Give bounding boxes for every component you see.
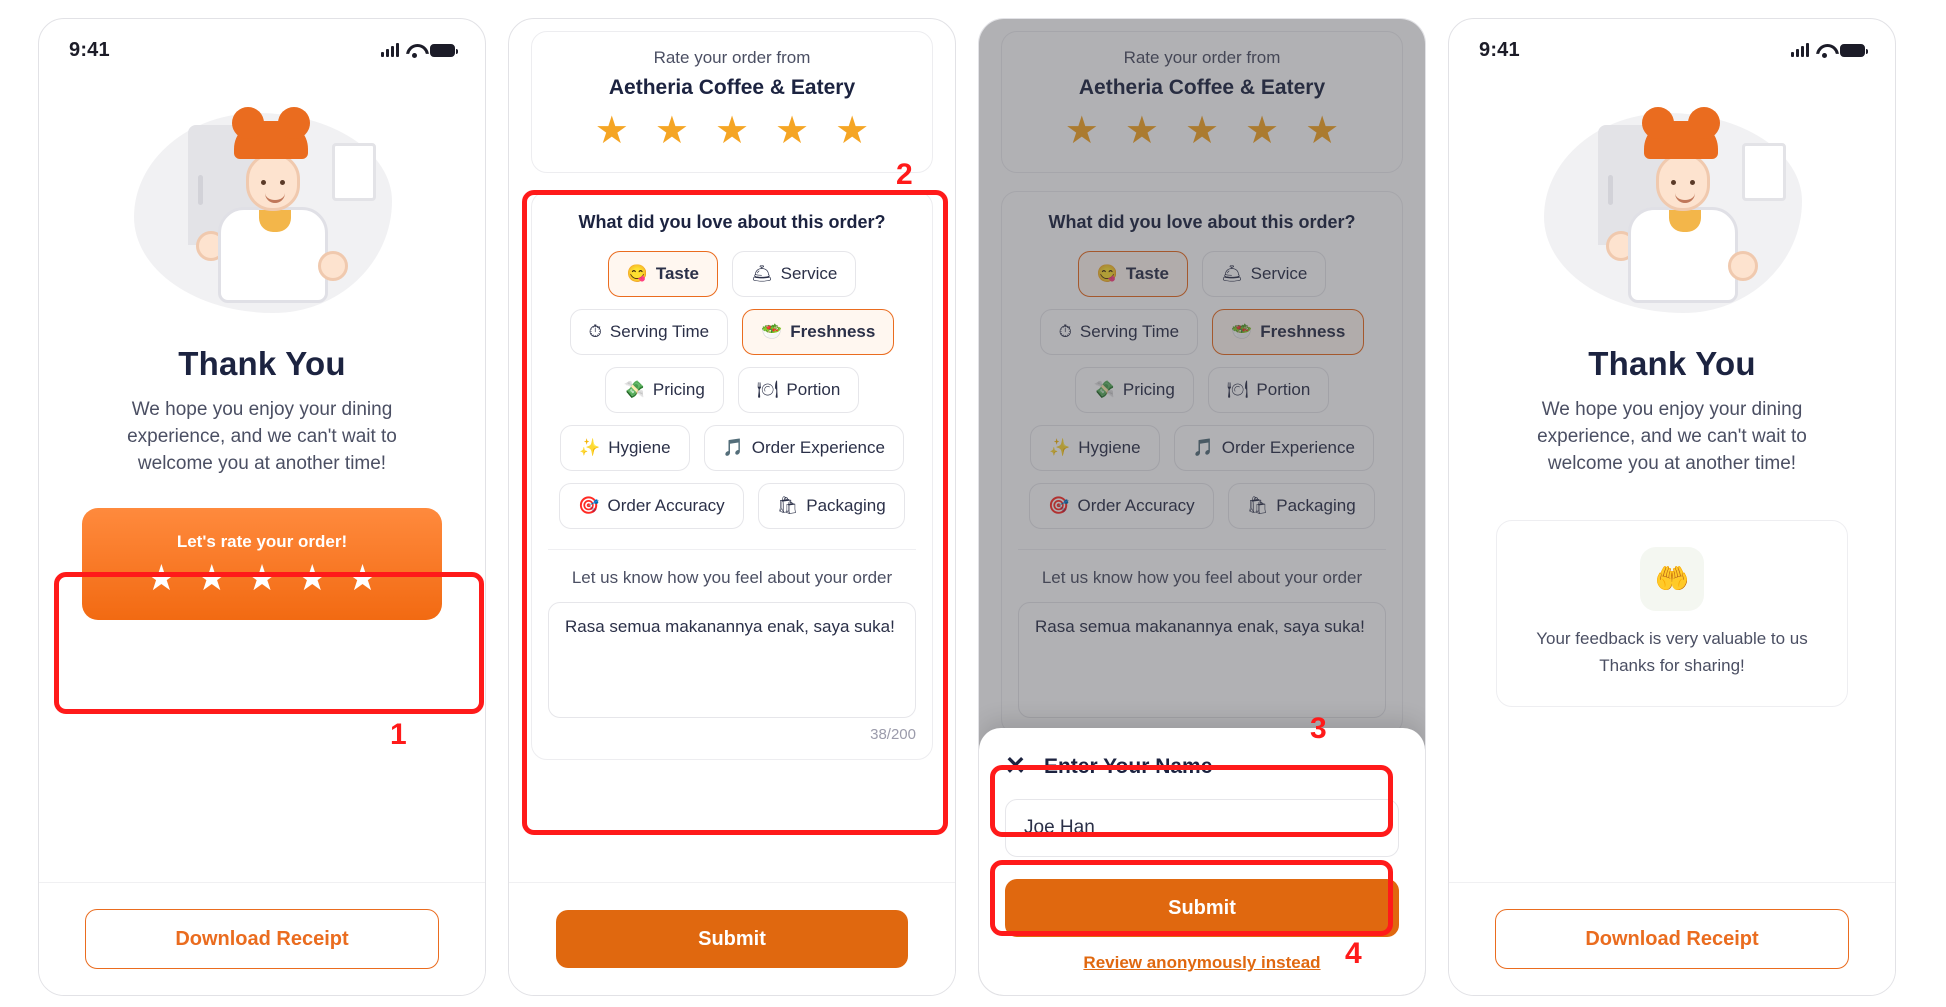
feedback-card — [531, 191, 933, 760]
download-receipt-button[interactable]: Download Receipt — [85, 909, 439, 969]
star-icon-4[interactable]: ★ — [296, 556, 329, 598]
chip-label: Pricing — [652, 380, 705, 399]
serving-time-icon: ⏱ — [1058, 322, 1072, 341]
review-anonymously-link[interactable]: Review anonymously instead — [1083, 953, 1321, 972]
chef-hat — [234, 121, 308, 159]
battery-icon — [430, 44, 455, 57]
portion-icon: 🍽 — [756, 380, 779, 399]
chef-arm-right — [318, 251, 348, 281]
sheet-header — [1005, 754, 1399, 779]
chip-label: Order Experience — [1221, 438, 1355, 457]
name-input[interactable]: Joe Han — [1005, 799, 1399, 857]
chip-label: Freshness — [1260, 322, 1346, 341]
paper-shape — [332, 143, 376, 201]
chip-service[interactable] — [732, 251, 856, 297]
chip-pricing[interactable] — [605, 367, 724, 413]
annotation-number-2: 2 — [896, 158, 913, 191]
feedback-thanks-line1: Your feedback is very valuable to us — [1536, 628, 1808, 648]
chip-label: Pricing — [1122, 380, 1175, 399]
star-icon-4: ★ — [1245, 110, 1280, 152]
submit-button[interactable]: Submit — [556, 910, 908, 968]
chip-label: Serving Time — [1079, 322, 1180, 341]
thank-you-body — [39, 81, 485, 885]
rating-scroll-area[interactable] — [509, 19, 955, 883]
sheet-title: Enter Your Name — [1043, 754, 1213, 778]
star-icon-5[interactable]: ★ — [835, 110, 870, 152]
phone-screen-rating-form — [508, 18, 956, 996]
freshness-icon: 🥗 — [1231, 322, 1253, 341]
status-bar — [39, 19, 485, 81]
rate-from-label: Rate your order from — [1123, 48, 1281, 67]
packaging-icon: 🛍 — [776, 496, 799, 515]
chip-freshness[interactable] — [742, 309, 894, 355]
chip-serving-time[interactable] — [570, 309, 728, 355]
phone-screen-enter-name — [978, 18, 1426, 996]
hand-sparkle-icon: 🤲 — [1640, 547, 1704, 611]
page-subtitle: We hope you enjoy your dining experience, and we can't wait to welcome you at another time! — [127, 399, 397, 474]
comment-prompt-label: Let us know how you feel about your order — [571, 568, 893, 587]
star-icon-1[interactable]: ★ — [594, 110, 629, 152]
shop-name: Aetheria Coffee & Eatery — [1078, 76, 1326, 99]
chip-label: Taste — [655, 264, 700, 283]
wifi-icon — [1816, 44, 1833, 57]
bottom-bar — [1449, 882, 1895, 995]
chef-head — [246, 153, 300, 211]
star-icon-3[interactable]: ★ — [245, 556, 279, 598]
chip-label: Portion — [1256, 380, 1311, 399]
rate-from-label: Rate your order from — [653, 48, 811, 67]
star-icon-2: ★ — [1124, 110, 1159, 152]
thank-you-body — [1449, 81, 1895, 885]
cellular-signal-icon — [381, 43, 399, 57]
shop-name: Aetheria Coffee & Eatery — [608, 76, 856, 99]
chip-label: Packaging — [1276, 496, 1356, 515]
portion-icon: 🍽 — [1226, 380, 1249, 399]
star-icon-2[interactable]: ★ — [654, 110, 689, 152]
chef-arm-right — [1728, 251, 1758, 281]
chip-label: Freshness — [790, 322, 876, 341]
chip-label: Order Accuracy — [607, 496, 725, 515]
chip-label: Order Experience — [751, 438, 885, 457]
order-accuracy-icon: 🎯 — [1048, 496, 1070, 515]
chef-illustration — [122, 103, 402, 323]
character-counter: 38/200 — [870, 726, 916, 743]
close-icon[interactable]: ✕ — [1005, 752, 1026, 780]
star-icon-3[interactable]: ★ — [714, 110, 750, 152]
rate-order-cta-label: Let's rate your order! — [176, 531, 348, 551]
star-icon-3: ★ — [1184, 110, 1220, 152]
chip-order-accuracy[interactable] — [559, 483, 743, 529]
cellular-signal-icon — [1791, 43, 1809, 57]
rating-stars[interactable] — [532, 112, 932, 150]
status-icons — [381, 43, 455, 57]
star-icon-5[interactable]: ★ — [346, 556, 379, 598]
rating-header-card — [531, 31, 933, 173]
feedback-thanks-line2: Thanks for sharing! — [1599, 655, 1745, 675]
order-experience-icon: 🎵 — [1192, 438, 1214, 457]
page-title: Thank You — [178, 345, 346, 382]
chip-label: Packaging — [806, 496, 886, 515]
chip-label: Taste — [1125, 264, 1170, 283]
rate-order-stars[interactable] — [145, 556, 379, 598]
chef-body — [218, 207, 328, 303]
chip-taste[interactable] — [608, 251, 718, 297]
chef-body — [1628, 207, 1738, 303]
paper-shape — [1742, 143, 1786, 201]
star-icon-1: ★ — [1064, 110, 1099, 152]
chip-hygiene[interactable] — [560, 425, 690, 471]
star-icon-1[interactable]: ★ — [145, 556, 178, 598]
packaging-icon: 🛍 — [1246, 496, 1269, 515]
hygiene-icon: ✨ — [1049, 438, 1071, 457]
star-icon-2[interactable]: ★ — [195, 556, 228, 598]
taste-icon: 😋 — [1096, 264, 1118, 283]
annotation-number-1: 1 — [390, 718, 407, 751]
chip-label: Service — [1250, 264, 1308, 283]
hygiene-icon: ✨ — [579, 438, 601, 457]
chef-illustration — [1532, 103, 1812, 323]
chef-hat — [1644, 121, 1718, 159]
service-icon: 🛎 — [751, 264, 773, 283]
pricing-icon: 💸 — [623, 380, 645, 399]
serving-time-icon: ⏱ — [588, 322, 602, 341]
phone-screen-feedback-thanks — [1448, 18, 1896, 996]
pricing-icon: 💸 — [1093, 380, 1115, 399]
chef-head — [1656, 153, 1710, 211]
rate-order-cta[interactable] — [82, 508, 442, 620]
comment-input[interactable]: Rasa semua makanannya enak, saya suka! — [548, 602, 916, 718]
taste-icon: 😋 — [626, 264, 648, 283]
chip-portion[interactable] — [738, 367, 859, 413]
bottom-bar — [509, 882, 955, 995]
chip-packaging[interactable] — [758, 483, 905, 529]
star-icon-5: ★ — [1305, 110, 1340, 152]
battery-icon — [1840, 44, 1865, 57]
chip-order-experience[interactable] — [704, 425, 904, 471]
order-accuracy-icon: 🎯 — [578, 496, 600, 515]
star-icon-4[interactable]: ★ — [775, 110, 810, 152]
chip-label: Service — [780, 264, 838, 283]
chip-label: Serving Time — [609, 322, 710, 341]
freshness-icon: 🥗 — [761, 322, 783, 341]
chip-label: Portion — [786, 380, 841, 399]
page-subtitle: We hope you enjoy your dining experience, and we can't wait to welcome you at another time! — [1537, 399, 1807, 474]
feedback-chip-group — [548, 251, 916, 529]
service-icon: 🛎 — [1221, 264, 1243, 283]
love-question-label: What did you love about this order? — [578, 212, 886, 232]
status-bar — [1449, 19, 1895, 81]
order-experience-icon: 🎵 — [722, 438, 744, 457]
love-question-label: What did you love about this order? — [1048, 212, 1356, 232]
phone-screen-thank-you — [38, 18, 486, 996]
download-receipt-button[interactable]: Download Receipt — [1495, 909, 1849, 969]
status-icons — [1791, 43, 1865, 57]
feedback-thanks-card — [1496, 520, 1848, 707]
annotation-number-4: 4 — [1345, 937, 1362, 970]
chip-label: Hygiene — [1078, 438, 1141, 457]
comment-input: Rasa semua makanannya enak, saya suka! — [1018, 602, 1386, 718]
page-title: Thank You — [1588, 345, 1756, 382]
submit-button[interactable]: Submit — [1005, 879, 1399, 937]
wifi-icon — [406, 44, 423, 57]
status-time: 9:41 — [69, 38, 110, 61]
chip-label: Hygiene — [608, 438, 671, 457]
annotation-number-3: 3 — [1310, 712, 1327, 745]
divider — [548, 549, 916, 550]
status-time: 9:41 — [1479, 38, 1520, 61]
bottom-bar — [39, 882, 485, 995]
chip-label: Order Accuracy — [1077, 496, 1195, 515]
comment-prompt-label: Let us know how you feel about your order — [1041, 568, 1363, 587]
